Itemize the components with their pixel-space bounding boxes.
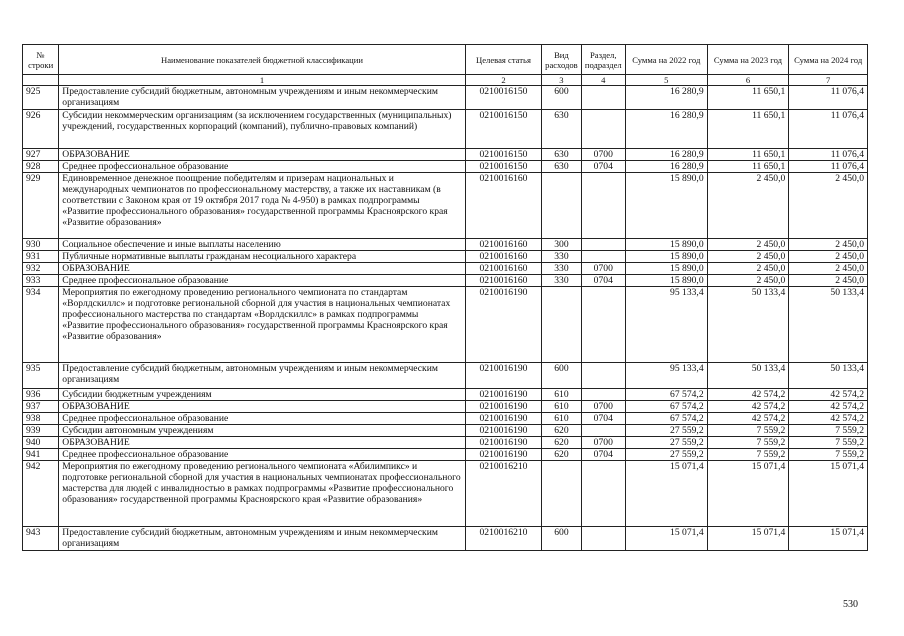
column-index: 6: [707, 75, 789, 86]
cell-target-article: 0210016160: [465, 263, 542, 275]
page-number: 530: [843, 599, 858, 610]
cell-sum-2023: 50 133,4: [707, 287, 789, 363]
cell-row-number: 939: [23, 425, 59, 437]
cell-sum-2023: 2 450,0: [707, 239, 789, 251]
cell-section: [581, 287, 625, 363]
column-index: 3: [542, 75, 581, 86]
cell-expense-kind: 300: [542, 239, 581, 251]
cell-sum-2024: 50 133,4: [789, 363, 868, 389]
column-index: 4: [581, 75, 625, 86]
table-row: [23, 239, 868, 251]
budget-table: [22, 44, 868, 551]
cell-row-number: 925: [23, 86, 59, 110]
header-article: Целевая статья: [465, 45, 542, 75]
cell-sum-2023: 11 650,1: [707, 86, 789, 110]
cell-sum-2022: 95 133,4: [625, 363, 707, 389]
cell-sum-2024: 2 450,0: [789, 251, 868, 263]
table-row: [23, 449, 868, 461]
cell-expense-kind: 610: [542, 389, 581, 401]
cell-indicator-name: Среднее профессиональное образование: [59, 413, 465, 425]
cell-expense-kind: [542, 287, 581, 363]
table-row: [23, 275, 868, 287]
cell-sum-2022: 15 890,0: [625, 275, 707, 287]
cell-expense-kind: 610: [542, 401, 581, 413]
cell-sum-2022: 15 890,0: [625, 239, 707, 251]
cell-expense-kind: 330: [542, 263, 581, 275]
cell-sum-2022: 27 559,2: [625, 437, 707, 449]
cell-sum-2024: 11 076,4: [789, 86, 868, 110]
cell-row-number: 926: [23, 110, 59, 149]
cell-indicator-name: Среднее профессиональное образование: [59, 449, 465, 461]
cell-sum-2022: 67 574,2: [625, 413, 707, 425]
table-row: [23, 389, 868, 401]
cell-target-article: 0210016190: [465, 287, 542, 363]
cell-target-article: 0210016190: [465, 401, 542, 413]
table-body: [23, 86, 868, 551]
cell-sum-2022: 95 133,4: [625, 287, 707, 363]
cell-sum-2023: 2 450,0: [707, 251, 789, 263]
cell-indicator-name: Среднее профессиональное образование: [59, 161, 465, 173]
cell-row-number: 942: [23, 461, 59, 527]
table-row: [23, 363, 868, 389]
cell-expense-kind: 630: [542, 161, 581, 173]
cell-sum-2022: 16 280,9: [625, 110, 707, 149]
cell-row-number: 935: [23, 363, 59, 389]
cell-sum-2024: 2 450,0: [789, 263, 868, 275]
header-sum-2022: Сумма на 2022 год: [625, 45, 707, 75]
table-row: [23, 425, 868, 437]
cell-sum-2023: 50 133,4: [707, 363, 789, 389]
cell-sum-2024: 42 574,2: [789, 401, 868, 413]
header-num: № строки: [23, 45, 59, 75]
cell-target-article: 0210016190: [465, 363, 542, 389]
cell-expense-kind: 620: [542, 437, 581, 449]
cell-section: [581, 389, 625, 401]
cell-sum-2022: 15 071,4: [625, 527, 707, 551]
cell-row-number: 936: [23, 389, 59, 401]
cell-row-number: 943: [23, 527, 59, 551]
table-row: [23, 263, 868, 275]
table-row: [23, 437, 868, 449]
cell-row-number: 927: [23, 149, 59, 161]
cell-target-article: 0210016210: [465, 461, 542, 527]
table-row: [23, 149, 868, 161]
table-row: [23, 251, 868, 263]
cell-row-number: 930: [23, 239, 59, 251]
cell-expense-kind: 610: [542, 413, 581, 425]
cell-sum-2022: 15 071,4: [625, 461, 707, 527]
cell-indicator-name: Среднее профессиональное образование: [59, 275, 465, 287]
cell-indicator-name: ОБРАЗОВАНИЕ: [59, 437, 465, 449]
table-row: [23, 527, 868, 551]
cell-target-article: 0210016160: [465, 251, 542, 263]
cell-indicator-name: Публичные нормативные выплаты гражданам несоциального характера: [59, 251, 465, 263]
cell-row-number: 940: [23, 437, 59, 449]
cell-row-number: 941: [23, 449, 59, 461]
cell-sum-2024: 11 076,4: [789, 110, 868, 149]
cell-row-number: 932: [23, 263, 59, 275]
cell-sum-2024: 15 071,4: [789, 527, 868, 551]
cell-target-article: 0210016160: [465, 239, 542, 251]
cell-section: [581, 251, 625, 263]
cell-section: [581, 363, 625, 389]
table-row: [23, 86, 868, 110]
cell-section: 0704: [581, 413, 625, 425]
cell-sum-2024: 2 450,0: [789, 239, 868, 251]
cell-sum-2024: 11 076,4: [789, 149, 868, 161]
cell-row-number: 938: [23, 413, 59, 425]
cell-expense-kind: [542, 461, 581, 527]
cell-expense-kind: [542, 173, 581, 239]
cell-section: [581, 461, 625, 527]
cell-row-number: 937: [23, 401, 59, 413]
cell-sum-2023: 42 574,2: [707, 401, 789, 413]
cell-target-article: 0210016150: [465, 86, 542, 110]
cell-sum-2022: 27 559,2: [625, 425, 707, 437]
cell-expense-kind: 330: [542, 251, 581, 263]
column-index: 5: [625, 75, 707, 86]
cell-indicator-name: Субсидии автономным учреждениям: [59, 425, 465, 437]
header-sum-2024: Сумма на 2024 год: [789, 45, 868, 75]
cell-sum-2022: 15 890,0: [625, 263, 707, 275]
cell-section: [581, 173, 625, 239]
cell-sum-2023: 7 559,2: [707, 425, 789, 437]
cell-section: [581, 239, 625, 251]
cell-sum-2023: 11 650,1: [707, 161, 789, 173]
cell-indicator-name: Мероприятия по ежегодному проведению регионального чемпионата по стандартам «Ворлдскиллс» и подготовке региональной сборной для участия в национальных чемпионатах профессионального мастерства по стандартам «Ворлдскиллс» в рамках подпрограммы «Развитие профессионального образования» государственной программы Красноярского края «Развитие образования»: [59, 287, 465, 363]
cell-section: [581, 425, 625, 437]
cell-sum-2024: 7 559,2: [789, 437, 868, 449]
cell-indicator-name: Социальное обеспечение и иные выплаты населению: [59, 239, 465, 251]
cell-target-article: 0210016190: [465, 413, 542, 425]
cell-sum-2024: 42 574,2: [789, 389, 868, 401]
cell-sum-2023: 11 650,1: [707, 149, 789, 161]
cell-row-number: 931: [23, 251, 59, 263]
cell-indicator-name: Мероприятия по ежегодному проведению регионального чемпионата «Абилимпикс» и подготовке региональной сборной для участия в национальных чемпионатах профессионального мастерства для людей с инвалидностью в рамках подпрограммы «Развитие профессионального образования» государственной программы Красноярского края «Развитие образования»: [59, 461, 465, 527]
cell-target-article: 0210016190: [465, 425, 542, 437]
cell-section: [581, 527, 625, 551]
cell-expense-kind: 620: [542, 449, 581, 461]
cell-sum-2022: 15 890,0: [625, 251, 707, 263]
cell-sum-2022: 67 574,2: [625, 389, 707, 401]
cell-sum-2024: 2 450,0: [789, 173, 868, 239]
header-sum-2023: Сумма на 2023 год: [707, 45, 789, 75]
cell-sum-2022: 27 559,2: [625, 449, 707, 461]
column-index: 1: [59, 75, 465, 86]
cell-section: 0700: [581, 401, 625, 413]
cell-sum-2022: 15 890,0: [625, 173, 707, 239]
cell-indicator-name: Субсидии бюджетным учреждениям: [59, 389, 465, 401]
cell-sum-2024: 50 133,4: [789, 287, 868, 363]
cell-indicator-name: ОБРАЗОВАНИЕ: [59, 263, 465, 275]
cell-expense-kind: 630: [542, 110, 581, 149]
cell-sum-2023: 15 071,4: [707, 461, 789, 527]
cell-expense-kind: 600: [542, 527, 581, 551]
table-row: [23, 173, 868, 239]
cell-row-number: 934: [23, 287, 59, 363]
cell-sum-2023: 7 559,2: [707, 437, 789, 449]
cell-section: [581, 86, 625, 110]
cell-sum-2023: 2 450,0: [707, 263, 789, 275]
header-section: Раздел, подраздел: [581, 45, 625, 75]
cell-sum-2024: 15 071,4: [789, 461, 868, 527]
cell-expense-kind: 620: [542, 425, 581, 437]
table-row: [23, 287, 868, 363]
column-index: 7: [789, 75, 868, 86]
cell-indicator-name: Предоставление субсидий бюджетным, автономным учреждениям и иным некоммерческим организациям: [59, 527, 465, 551]
cell-target-article: 0210016190: [465, 437, 542, 449]
cell-sum-2024: 11 076,4: [789, 161, 868, 173]
cell-target-article: 0210016150: [465, 149, 542, 161]
cell-sum-2024: 7 559,2: [789, 449, 868, 461]
cell-section: 0700: [581, 149, 625, 161]
header-kind: Вид расходов: [542, 45, 581, 75]
cell-expense-kind: 600: [542, 363, 581, 389]
column-index-row: [23, 75, 868, 86]
cell-target-article: 0210016160: [465, 173, 542, 239]
cell-sum-2022: 16 280,9: [625, 86, 707, 110]
table-row: [23, 413, 868, 425]
cell-sum-2022: 16 280,9: [625, 149, 707, 161]
header-name: Наименование показателей бюджетной классификации: [59, 45, 465, 75]
cell-sum-2023: 42 574,2: [707, 413, 789, 425]
cell-indicator-name: Предоставление субсидий бюджетным, автономным учреждениям и иным некоммерческим организациям: [59, 363, 465, 389]
cell-indicator-name: Предоставление субсидий бюджетным, автономным учреждениям и иным некоммерческим организациям: [59, 86, 465, 110]
cell-target-article: 0210016150: [465, 161, 542, 173]
cell-section: 0704: [581, 161, 625, 173]
table-row: [23, 110, 868, 149]
cell-row-number: 929: [23, 173, 59, 239]
cell-sum-2022: 67 574,2: [625, 401, 707, 413]
cell-sum-2022: 16 280,9: [625, 161, 707, 173]
cell-target-article: 0210016190: [465, 389, 542, 401]
cell-sum-2023: 2 450,0: [707, 173, 789, 239]
cell-expense-kind: 600: [542, 86, 581, 110]
cell-row-number: 928: [23, 161, 59, 173]
cell-target-article: 0210016210: [465, 527, 542, 551]
column-index: [23, 75, 59, 86]
cell-sum-2024: 7 559,2: [789, 425, 868, 437]
table-row: [23, 161, 868, 173]
cell-section: [581, 110, 625, 149]
cell-indicator-name: ОБРАЗОВАНИЕ: [59, 149, 465, 161]
cell-sum-2024: 2 450,0: [789, 275, 868, 287]
cell-sum-2023: 15 071,4: [707, 527, 789, 551]
cell-indicator-name: ОБРАЗОВАНИЕ: [59, 401, 465, 413]
cell-section: 0704: [581, 275, 625, 287]
cell-sum-2023: 2 450,0: [707, 275, 789, 287]
cell-sum-2023: 42 574,2: [707, 389, 789, 401]
cell-indicator-name: Субсидии некоммерческим организациям (за исключением государственных (муниципальных) учреждений, государственных корпораций (компаний), публично-правовых компаний): [59, 110, 465, 149]
cell-target-article: 0210016190: [465, 449, 542, 461]
cell-row-number: 933: [23, 275, 59, 287]
cell-expense-kind: 330: [542, 275, 581, 287]
cell-section: 0704: [581, 449, 625, 461]
header-row: [23, 45, 868, 75]
table-row: [23, 461, 868, 527]
cell-expense-kind: 630: [542, 149, 581, 161]
cell-indicator-name: Единовременное денежное поощрение победителям и призерам национальных и международных чемпионатов по профессиональному мастерству, а также их наставникам (в соответствии с Законом края от 19 октября 2017 года № 4-950) в рамках подпрограммы «Развитие профессионального образования» государственной программы Красноярского края «Развитие образования»: [59, 173, 465, 239]
cell-sum-2023: 7 559,2: [707, 449, 789, 461]
cell-sum-2023: 11 650,1: [707, 110, 789, 149]
column-index: 2: [465, 75, 542, 86]
cell-target-article: 0210016150: [465, 110, 542, 149]
cell-section: 0700: [581, 437, 625, 449]
cell-sum-2024: 42 574,2: [789, 413, 868, 425]
cell-target-article: 0210016160: [465, 275, 542, 287]
cell-section: 0700: [581, 263, 625, 275]
table-row: [23, 401, 868, 413]
